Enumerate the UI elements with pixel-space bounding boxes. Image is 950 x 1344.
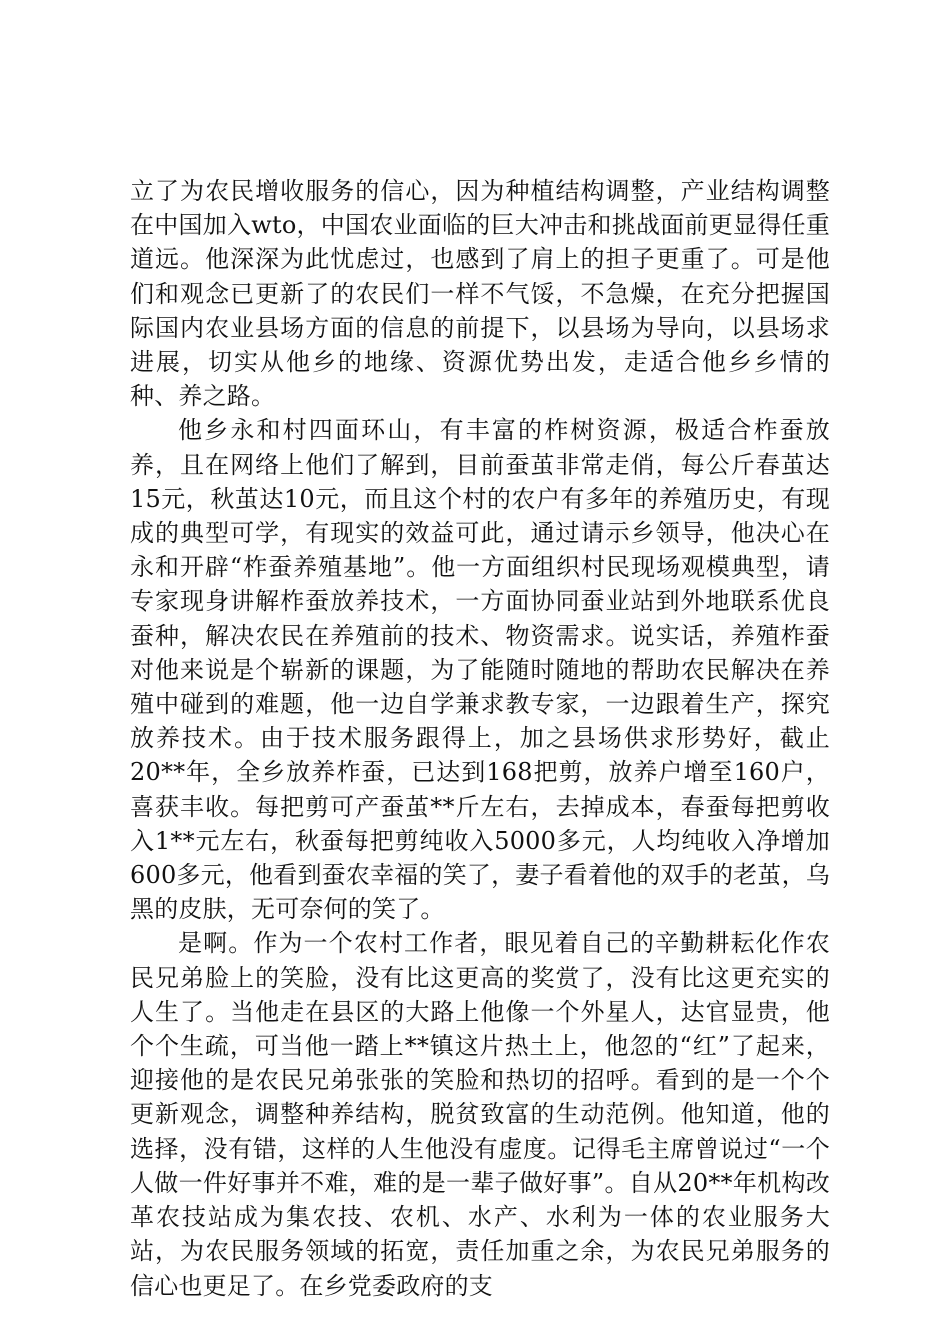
paragraph-2: 他乡永和村四面环山，有丰富的柞树资源，极适合柞蚕放养，且在网络上他们了解到，目前蚕茧非常走俏，每公斤春茧达15元，秋茧达10元，而且这个村的农户有多年的养殖历史，有现成的典型可学，有现实的效益可此，通过请示乡领导，他决心在永和开辟“柞蚕养殖基地”。他一方面组织村民现场观模典型，请专家现身讲解柞蚕放养技术，一方面协同蚕业站到外地联系优良蚕种，解决农民在养殖前的技术、物资需求。说实话，养殖柞蚕对他来说是个崭新的课题，为了能随时随地的帮助农民解决在养殖中碰到的难题，他一边自学兼求教专家，一边跟着生产，探究放养技术。由于技术服务跟得上，加之县场供求形势好，截止20**年，全乡放养柞蚕，已达到168把剪，放养户增至160户，喜获丰收。每把剪可产蚕茧**斤左右，去掉成本，春蚕每把剪收入1**元左右，秋蚕每把剪纯收入5000多元，人均纯收入净增加600多元，他看到蚕农幸福的笑了，妻子看着他的双手的老茧，乌黑的皮肤，无可奈何的笑了。 [130,416,830,924]
paragraph-3: 是啊。作为一个农村工作者，眼见着自己的辛勤耕耘化作农民兄弟脸上的笑脸，没有比这更高的奖赏了，没有比这更充实的人生了。当他走在县区的大路上他像一个外星人，达官显贵，他个个生疏，可当他一踏上**镇这片热土上，他忽的“红”了起来，迎接他的是农民兄弟张张的笑脸和热切的招呼。看到的是一个个更新观念，调整种养结构，脱贫致富的生动范例。他知道，他的选择，没有错，这样的人生他没有虚度。记得毛主席曾说过“一个人做一件好事并不难，难的是一辈子做好事”。自从20**年机构改革农技站成为集农技、农机、水产、水利为一体的农业服务大站，为农民服务领域的拓宽，责任加重之余，为农民兄弟服务的信心也更足了。在乡党委政府的支 [130,929,830,1300]
paragraph-1: 立了为农民增收服务的信心，因为种植结构调整，产业结构调整在中国加入wto，中国农业面临的巨大冲击和挑战面前更显得任重道远。他深深为此忧虑过，也感到了肩上的担子更重了。可是他们和观念已更新了的农民们一样不气馁，不急燥，在充分把握国际国内农业县场方面的信息的前提下，以县场为导向，以县场求进展，切实从他乡的地缘、资源优势出发，走适合他乡乡情的种、养之路。 [130,177,830,411]
document-body [130,174,830,1303]
